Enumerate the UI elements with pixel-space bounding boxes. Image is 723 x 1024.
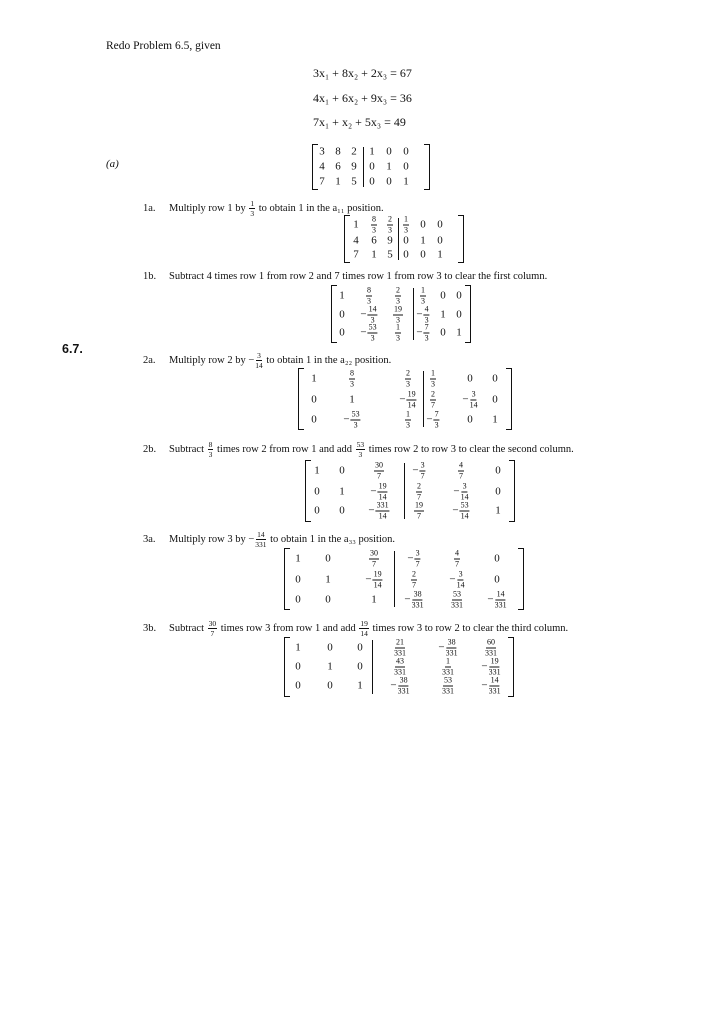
step-label: 1a. — [143, 202, 156, 214]
matrix-cell: $\frac{19}{7}$ — [415, 500, 423, 521]
matrix-cell: 0 — [386, 145, 392, 158]
step-text: times row 2 from row 1 and add — [217, 443, 353, 455]
step-fraction: $\frac{8}{3}$ — [208, 440, 213, 459]
matrix-step-3b — [284, 637, 514, 697]
matrix-cell: 1 — [420, 234, 426, 247]
matrix-cell: $\frac{2}{7}$ — [431, 389, 435, 410]
matrix-cell: 1 — [314, 464, 320, 477]
matrix-cell: 0 — [403, 145, 409, 158]
matrix-cell: 0 — [314, 485, 320, 498]
matrix-cell: $\frac{60}{331}$ — [485, 637, 497, 658]
matrix-cell: 0 — [456, 289, 462, 302]
matrix-cell: − $\frac{38}{331}$ — [390, 675, 410, 696]
matrix-cell: − $\frac{14}{3}$ — [360, 304, 377, 325]
matrix-cell: 1 — [371, 593, 377, 606]
augment-divider — [413, 288, 414, 340]
matrix-cell: 1 — [311, 372, 317, 385]
matrix-cell: − $\frac{7}{3}$ — [426, 409, 439, 430]
matrix-left-bracket — [331, 285, 337, 343]
matrix-step-2b — [305, 460, 515, 522]
matrix-cell: 0 — [403, 160, 409, 173]
matrix-right-bracket — [508, 637, 514, 697]
matrix-cell: 1 — [325, 573, 331, 586]
matrix-cell: 0 — [327, 679, 333, 692]
matrix-right-bracket — [458, 215, 464, 263]
matrix-cell: 0 — [440, 289, 446, 302]
matrix-cell: 0 — [295, 573, 301, 586]
matrix-cell: 0 — [314, 504, 320, 517]
step-label: 1b. — [143, 271, 157, 282]
matrix-cell: 0 — [327, 641, 333, 654]
matrix-cell: 1 — [339, 289, 345, 302]
matrix-right-bracket — [465, 285, 471, 343]
step-fraction: $\frac{53}{3}$ — [356, 440, 365, 459]
matrix-cell: $\frac{21}{331}$ — [394, 637, 406, 658]
matrix-cell: $\frac{8}{3}$ — [350, 368, 354, 389]
matrix-cell: 7 — [319, 175, 325, 188]
equation-1: 3x₁ + 8x₂ + 2x₃ = 67 — [313, 66, 412, 80]
matrix-cell: $\frac{4}{7}$ — [459, 460, 463, 481]
matrix-cell: $\frac{2}{7}$ — [412, 569, 416, 590]
matrix-cell: 7 — [353, 248, 359, 261]
matrix-cell: − $\frac{38}{331}$ — [404, 589, 424, 610]
matrix-right-bracket — [506, 368, 512, 430]
matrix-cell: 0 — [295, 679, 301, 692]
step-text: times row 2 to row 3 to clear the second column. — [368, 443, 574, 455]
matrix-cell: 3 — [319, 145, 325, 158]
matrix-augmented-initial — [312, 144, 430, 190]
augment-divider — [423, 371, 424, 427]
step-label: 3a. — [143, 533, 156, 545]
matrix-cell: 0 — [467, 372, 473, 385]
matrix-left-bracket — [298, 368, 304, 430]
matrix-cell: − $\frac{19}{14}$ — [365, 569, 382, 590]
step-sign: − — [248, 354, 255, 366]
matrix-cell: 0 — [437, 234, 443, 247]
matrix-cell: − $\frac{19}{14}$ — [370, 481, 387, 502]
matrix-cell: 0 — [492, 372, 498, 385]
matrix-cell: 8 — [335, 145, 341, 158]
matrix-cell: 0 — [403, 234, 409, 247]
matrix-cell: $\frac{43}{331}$ — [394, 656, 406, 677]
step-text: to obtain 1 in the a₃₃ position. — [270, 533, 395, 545]
matrix-cell: 0 — [420, 248, 426, 261]
matrix-cell: − $\frac{19}{14}$ — [399, 389, 416, 410]
matrix-cell: − $\frac{3}{14}$ — [453, 481, 469, 502]
matrix-cell: $\frac{30}{7}$ — [370, 548, 378, 569]
matrix-cell: 0 — [403, 248, 409, 261]
matrix-cell: − $\frac{14}{331}$ — [481, 675, 501, 696]
matrix-cell: 0 — [325, 593, 331, 606]
matrix-cell: 5 — [387, 248, 393, 261]
matrix-cell: 9 — [387, 234, 393, 247]
matrix-cell: $\frac{1}{3}$ — [406, 409, 410, 430]
matrix-cell: 0 — [495, 464, 501, 477]
matrix-cell: 0 — [295, 593, 301, 606]
step-3b — [143, 620, 568, 637]
matrix-cell: 1 — [495, 504, 501, 517]
matrix-cell: $\frac{2}{3}$ — [396, 285, 400, 306]
step-label: 2a. — [143, 354, 156, 366]
matrix-cell: 1 — [437, 248, 443, 261]
augment-divider — [398, 218, 399, 260]
matrix-cell: $\frac{4}{7}$ — [455, 548, 459, 569]
matrix-cell: $\frac{1}{331}$ — [442, 656, 454, 677]
step-fraction: $\frac{30}{7}$ — [208, 619, 217, 638]
matrix-left-bracket — [312, 144, 318, 190]
augment-divider — [363, 147, 364, 187]
augment-divider — [394, 551, 395, 607]
equation-2: 4x₁ + 6x₂ + 9x₃ = 36 — [313, 91, 412, 105]
matrix-cell: 1 — [327, 660, 333, 673]
matrix-cell: $\frac{1}{3}$ — [404, 214, 408, 235]
matrix-cell: 1 — [349, 393, 355, 406]
matrix-cell: 1 — [295, 552, 301, 565]
matrix-cell: − $\frac{7}{3}$ — [416, 322, 429, 343]
matrix-cell: 6 — [371, 234, 377, 247]
matrix-cell: 1 — [369, 145, 375, 158]
augment-divider — [404, 463, 405, 519]
matrix-step-1a — [344, 215, 464, 263]
matrix-cell: $\frac{53}{331}$ — [451, 589, 463, 610]
problem-intro: Redo Problem 6.5, given — [106, 40, 221, 52]
matrix-cell: 0 — [339, 464, 345, 477]
part-label: (a) — [106, 158, 119, 170]
step-text: Multiply row 2 by — [169, 354, 246, 366]
matrix-cell: 0 — [440, 326, 446, 339]
matrix-cell: − $\frac{3}{7}$ — [407, 548, 420, 569]
matrix-cell: 1 — [371, 248, 377, 261]
step-fraction: $\frac{1}{3}$ — [250, 199, 255, 218]
step-3a — [143, 531, 395, 548]
matrix-cell: $\frac{2}{3}$ — [406, 368, 410, 389]
problem-number: 6.7. — [62, 342, 83, 356]
matrix-cell: 5 — [351, 175, 357, 188]
step-fraction: $\frac{19}{14}$ — [360, 619, 368, 638]
augment-divider — [372, 640, 373, 694]
matrix-cell: 0 — [357, 660, 363, 673]
matrix-cell: $\frac{2}{7}$ — [417, 481, 421, 502]
matrix-cell: 0 — [325, 552, 331, 565]
matrix-cell: 1 — [335, 175, 341, 188]
matrix-cell: 0 — [495, 485, 501, 498]
matrix-cell: 0 — [339, 308, 345, 321]
matrix-cell: 0 — [311, 413, 317, 426]
equation-3: 7x₁ + x₂ + 5x₃ = 49 — [313, 115, 406, 129]
matrix-left-bracket — [305, 460, 311, 522]
step-text: times row 3 to row 2 to clear the third column. — [372, 622, 569, 634]
matrix-step-1b — [331, 285, 471, 343]
matrix-cell: $\frac{30}{7}$ — [375, 460, 383, 481]
matrix-cell: − $\frac{14}{331}$ — [487, 589, 507, 610]
step-label: 3b. — [143, 622, 157, 634]
matrix-right-bracket — [518, 548, 524, 610]
matrix-cell: 0 — [339, 326, 345, 339]
matrix-cell: 1 — [440, 308, 446, 321]
matrix-cell: 0 — [437, 218, 443, 231]
matrix-cell: 2 — [351, 145, 357, 158]
matrix-cell: 0 — [311, 393, 317, 406]
step-fraction: $\frac{14}{331}$ — [255, 530, 267, 549]
matrix-cell: − $\frac{38}{331}$ — [438, 637, 458, 658]
matrix-cell: 4 — [353, 234, 359, 247]
step-label: 2b. — [143, 443, 157, 455]
matrix-cell: − $\frac{53}{14}$ — [452, 500, 469, 521]
step-text: Subtract 4 times row 1 from row 2 and 7 times row 1 from row 3 to clear the first column. — [169, 271, 548, 282]
matrix-cell: − $\frac{53}{3}$ — [343, 409, 360, 430]
matrix-cell: 0 — [467, 413, 473, 426]
step-fraction: $\frac{3}{14}$ — [255, 351, 263, 370]
matrix-cell: 4 — [319, 160, 325, 173]
matrix-cell: 1 — [353, 218, 359, 231]
matrix-cell: − $\frac{4}{3}$ — [416, 304, 429, 325]
matrix-left-bracket — [284, 637, 290, 697]
matrix-cell: 0 — [357, 641, 363, 654]
matrix-cell: 1 — [492, 413, 498, 426]
matrix-cell: 1 — [295, 641, 301, 654]
matrix-cell: 0 — [386, 175, 392, 188]
matrix-step-2a — [298, 368, 512, 430]
matrix-cell: $\frac{53}{331}$ — [442, 675, 454, 696]
matrix-cell: 1 — [456, 326, 462, 339]
matrix-cell: 0 — [295, 660, 301, 673]
step-2a — [143, 352, 391, 369]
step-2b — [143, 441, 574, 458]
matrix-cell: 0 — [369, 160, 375, 173]
matrix-left-bracket — [344, 215, 350, 263]
matrix-cell: 0 — [492, 393, 498, 406]
matrix-cell: 0 — [369, 175, 375, 188]
matrix-cell: − $\frac{3}{14}$ — [462, 389, 478, 410]
matrix-cell: 0 — [494, 552, 500, 565]
step-text: to obtain 1 in the a₁₁ position. — [258, 202, 384, 214]
matrix-cell: $\frac{8}{3}$ — [367, 285, 371, 306]
matrix-cell: − $\frac{331}{14}$ — [368, 500, 389, 521]
matrix-cell: − $\frac{3}{7}$ — [412, 460, 425, 481]
matrix-cell: 0 — [339, 504, 345, 517]
matrix-right-bracket — [509, 460, 515, 522]
matrix-cell: $\frac{1}{3}$ — [421, 285, 425, 306]
step-1b — [143, 271, 547, 282]
matrix-cell: 0 — [494, 573, 500, 586]
matrix-cell: 1 — [403, 175, 409, 188]
matrix-cell: − $\frac{53}{3}$ — [360, 322, 377, 343]
matrix-right-bracket — [424, 144, 430, 190]
matrix-step-3a — [284, 548, 524, 610]
matrix-cell: $\frac{1}{3}$ — [396, 322, 400, 343]
matrix-cell: 1 — [357, 679, 363, 692]
matrix-cell: − $\frac{3}{14}$ — [449, 569, 465, 590]
matrix-cell: 6 — [335, 160, 341, 173]
matrix-cell: 1 — [339, 485, 345, 498]
step-text: Subtract — [169, 622, 204, 634]
matrix-cell: 1 — [386, 160, 392, 173]
matrix-left-bracket — [284, 548, 290, 610]
step-sign: − — [248, 533, 255, 545]
step-text: times row 3 from row 1 and add — [220, 622, 356, 634]
step-text: Multiply row 1 by — [169, 202, 246, 214]
matrix-cell: $\frac{1}{3}$ — [431, 368, 435, 389]
step-text: to obtain 1 in the a₂₂ position. — [266, 354, 392, 366]
matrix-cell: 0 — [456, 308, 462, 321]
step-text: Subtract — [169, 443, 204, 455]
step-text: Multiply row 3 by — [169, 533, 246, 545]
matrix-cell: − $\frac{19}{331}$ — [481, 656, 501, 677]
matrix-cell: $\frac{19}{3}$ — [394, 304, 402, 325]
matrix-cell: $\frac{8}{3}$ — [372, 214, 376, 235]
matrix-cell: 0 — [420, 218, 426, 231]
matrix-cell: 9 — [351, 160, 357, 173]
matrix-cell: $\frac{2}{3}$ — [388, 214, 392, 235]
